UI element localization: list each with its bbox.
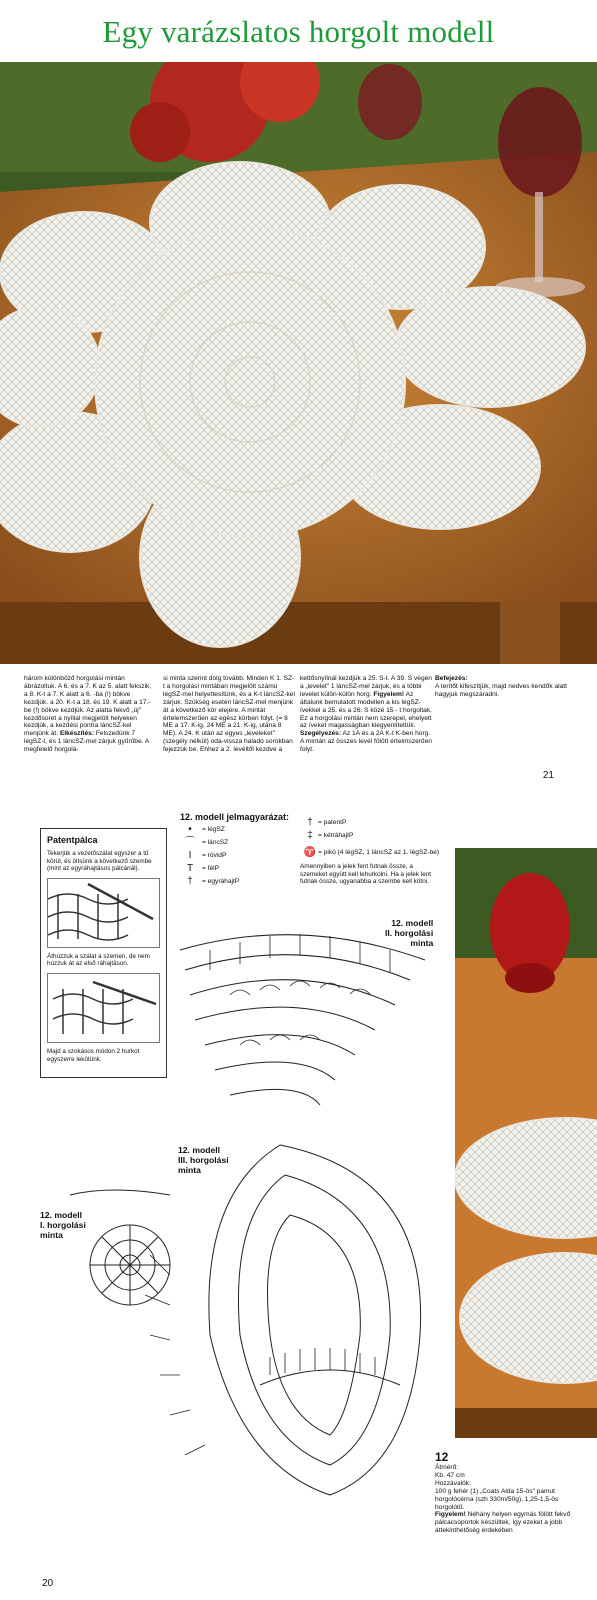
page-20	[0, 800, 597, 1600]
hook-illustration-1	[48, 879, 161, 949]
legend-row	[180, 862, 310, 875]
patent-text-3: Majd a szokásos módon 2 hurkot egyszerre lekötünk.	[47, 1047, 140, 1063]
pattern-1-diagram	[40, 1185, 190, 1355]
col3-paragraph-3: Az 1A és a 2A K-t K-ben horg. A mintán az összes levél fölött érteimszerűen folyt.	[300, 730, 432, 754]
hook-illustration-2	[48, 974, 161, 1044]
legend-label: = pikó (4 légSZ, 1 láncSZ az 1. légSZ-be)	[318, 849, 440, 856]
patent-text-2: Áthúzzuk a szálat a szemen, de nem húzzuk át az első ráhajtáson.	[47, 952, 150, 968]
legend-note: Amennyiben a jelek fent futnak össze, a szemeket együtt kell lehurkolni. Ha a jelek lent futnak össze, ugyanabba a szembe kell kötni.	[300, 863, 432, 886]
col4-paragraph: A terítőt kifeszítjük, majd nedves kendők alatt hagyjuk megszáradni.	[435, 682, 567, 698]
legend-label: = félP	[202, 865, 220, 872]
col1-paragraph-2: Felszedünk 7 légSZ-t, és 1 láncSZ-mel zárjuk gyűrűbe. A megfelelő horgolá-	[24, 730, 149, 754]
col4-heading: Befejezés:	[435, 675, 468, 682]
legend-label: = egyráhajtP	[202, 878, 240, 885]
chain-stitch-symbol: •	[188, 824, 192, 835]
picot-symbol: ♈	[303, 847, 317, 858]
col3-heading-2: Szegélyezés:	[300, 730, 342, 738]
spec-materials: 100 g fehér (1) „Coats Alda 15-ös" pamut horgolócérna (szh 330m/50g), 1,25-1,5-ös horgolótű.	[435, 1487, 559, 1511]
legend-row	[300, 816, 450, 829]
legend-label: = láncSZ	[202, 839, 229, 846]
doily-detail-photo	[455, 848, 597, 1438]
legend-title: 12. modell jelmagyarázat:	[180, 812, 290, 822]
text-column-2	[163, 675, 295, 754]
col2-paragraph: si minta szerint dolg tovább. Minden K 1. SZ-t a horgolási mintában megjelölt számú légSZ-mel helyettesítünk, és a K-t láncSZ-kel zárjuk. Szükség esetén láncSZ-mel menjünk át a következő kör elejére. A mintát értelemszerűen az egész körben folyt. (= 8 ME a 17. K-ig, 24 ME a 21. K-ig, utána 8 ME). A 24. K után az egyes „leveleket" (szegély nélkül) oda-vissza haladó sorokban fejezzük be. Ehhez a 2. levéltől kezdve a	[163, 675, 295, 754]
text-column-3	[300, 675, 432, 754]
legend-label: = kétráhajtP	[318, 832, 354, 839]
page-title: Egy varázslatos horgolt modell	[102, 14, 495, 49]
page-21	[0, 0, 597, 790]
text-column-4	[435, 675, 567, 699]
half-double-symbol: T	[186, 863, 194, 874]
detail-photo-art	[455, 848, 597, 1438]
text-column-1	[24, 675, 156, 754]
slip-stitch-symbol: ⌒	[185, 837, 195, 848]
legend-label: = patentP	[318, 819, 347, 826]
article-text	[10, 675, 590, 775]
legend-row	[300, 829, 450, 849]
patent-stitch-box	[40, 828, 167, 1078]
spec-diameter-value: Kb. 47 cm	[435, 1471, 465, 1479]
symbol-legend-2	[300, 816, 450, 886]
page-number: 21	[542, 770, 554, 781]
spec-diameter-label: Átmérő:	[435, 1464, 459, 1471]
symbol-legend	[180, 812, 310, 888]
single-crochet-symbol: I	[188, 850, 192, 861]
col3-paragraph: kettősnyílnál kezdjük a 25. S-t. A 39. S végén a „levelet" 1 láncSZ-mel zárjuk, és a többi levelet külön-külön horg.	[300, 675, 432, 698]
legend-row	[180, 836, 310, 849]
patent-stitch-symbol: †	[307, 817, 313, 828]
legend-label: = légSZ	[202, 826, 225, 833]
legend-row	[180, 849, 310, 862]
col3-heading: Figyelem!	[373, 690, 405, 698]
col1-heading: Elkészítés:	[59, 730, 95, 738]
spec-materials-label: Hozzávalók:	[435, 1479, 471, 1487]
patent-title: Patentpálca	[47, 835, 98, 845]
patent-text-1: Tekerjük a vezetőszálat egyszer a tű körül, és öltsünk a következő szembe (mint az egyráhajtásos pálcánál).	[47, 850, 152, 873]
model-2-label: 12. modell II. horgolási minta	[385, 918, 434, 948]
doily-photo-art	[0, 62, 597, 664]
model-3-label: 12. modell III. horgolási minta	[178, 1145, 229, 1175]
double-crochet-symbol: †	[187, 876, 193, 887]
legend-row	[300, 849, 450, 857]
legend-row	[180, 823, 310, 836]
treble-symbol: ‡	[307, 830, 313, 841]
col3-paragraph-2: Az általunk bemutatott modellen a kis légSZ-ívekkel a 25. és a 26. S közé 15 - t horgoltak. Ez a horgolási mintán nem szerepel, ehelyett az íveket magasságban kiegyenlítettük.	[300, 690, 432, 730]
patent-figure-2	[47, 973, 160, 1043]
doily-photo	[0, 62, 597, 664]
col1-paragraph: három különböző horgolási mintán ábrázoltuk. A 6. és a 7. K az 5. alatt fekszik, a 8. K-t a 7. K alatt a 6. -ba (!) bökve kezdjük. a 20. K-t a 18. és 19. K alatt a 17.-be (!) bökve kezdjük. Az alatta fekvő „új" kezdősoret a nyíllal megjelölt helyeken kezdjük, a kezdési pontra láncSZ-kel menjünk át.	[24, 675, 152, 738]
page-number: 20	[42, 1578, 54, 1589]
spec-warning: Néhány helyen egymás fölött fekvő pálcacsoportok készültek, így ezeket a jobb áttekinthetőség érdekében	[435, 1511, 571, 1535]
pattern-2-diagram	[170, 920, 440, 1120]
legend-row	[180, 875, 310, 888]
model-specification	[435, 1450, 585, 1535]
model-1-label: 12. modell I. horgolási minta	[40, 1210, 86, 1240]
model-number: 12	[435, 1450, 449, 1464]
spec-warning-label: Figyelem!	[435, 1511, 466, 1519]
patent-figure-1	[47, 878, 160, 948]
legend-label: = rövidP	[202, 852, 227, 859]
